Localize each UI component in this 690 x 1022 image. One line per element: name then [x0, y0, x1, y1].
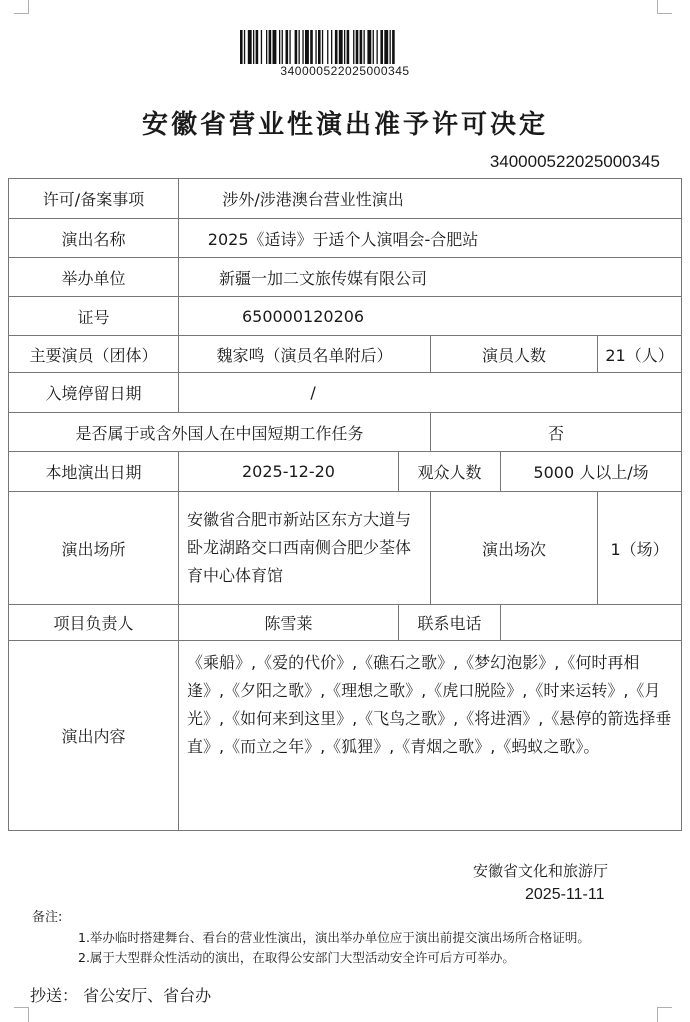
content-value: 《乘船》,《爱的代价》,《礁石之歌》,《梦幻泡影》,《何时再相逢》,《夕阳之歌》,《理想之歌》,《虎口脱险》,《时来运转》,《月光》,《如何来到这里》,《飞鸟之歌》,《将进酒》,《悬停的箭选择垂直》,《而立之年》,《狐狸》,《青烟之歌》,《蚂蚁之歌》。: [179, 641, 682, 831]
table-row: [9, 179, 682, 219]
item-label: 许可/备案事项: [9, 179, 179, 219]
document-number: 340000522025000345: [489, 152, 660, 171]
manager-label: 项目负责人: [9, 605, 179, 641]
table-row: [9, 492, 682, 605]
table-row: [9, 605, 682, 641]
license-value: 650000120206: [179, 297, 682, 336]
table-row: [9, 336, 682, 373]
table-row: [9, 373, 682, 413]
foreign-value: 否: [431, 413, 682, 452]
table-row: [9, 413, 682, 452]
crop-mark-top-left: [14, 0, 29, 14]
venue-label: 演出场所: [9, 492, 179, 605]
license-label: 证号: [9, 297, 179, 336]
table-row: [9, 219, 682, 258]
phone-value: [501, 605, 682, 641]
sessions-value: 1（场）: [598, 492, 682, 605]
crop-mark-bottom-right: [657, 1007, 672, 1022]
performer-count-label: 演员人数: [431, 336, 598, 373]
manager-value: 陈雪莱: [179, 605, 399, 641]
note-2: 2.属于大型群众性活动的演出，在取得公安部门大型活动安全许可后方可举办。: [78, 950, 515, 965]
performer-label: 主要演员（团体）: [9, 336, 179, 373]
audience-value: 5000 人以上/场: [501, 452, 682, 492]
performer-count-value: 21（人）: [598, 336, 682, 373]
notes-label: 备注:: [32, 910, 63, 925]
issuer-name: 安徽省文化和旅游厅: [473, 862, 609, 880]
venue-value: 安徽省合肥市新站区东方大道与卧龙湖路交口西南侧合肥少荃体育中心体育馆: [179, 492, 431, 605]
item-value: 涉外/涉港澳台营业性演出: [179, 179, 682, 219]
table-row: [9, 452, 682, 492]
name-value: 2025《适诗》于适个人演唱会-合肥站: [179, 219, 682, 258]
crop-mark-bottom-left: [14, 1007, 29, 1022]
phone-label: 联系电话: [399, 605, 501, 641]
crop-mark-top-right: [657, 0, 672, 14]
organizer-value: 新疆一加二文旅传媒有限公司: [179, 258, 682, 297]
date-value: 2025-12-20: [179, 452, 399, 492]
table-row: [9, 297, 682, 336]
sessions-label: 演出场次: [431, 492, 598, 605]
organizer-label: 举办单位: [9, 258, 179, 297]
table-row: [9, 258, 682, 297]
barcode-number: 340000522025000345: [280, 64, 410, 78]
performer-value: 魏家鸣（演员名单附后）: [179, 336, 431, 373]
table-row: [9, 641, 682, 831]
name-label: 演出名称: [9, 219, 179, 258]
note-1: 1.举办临时搭建舞台、看台的营业性演出，演出举办单位应于演出前提交演出场所合格证明。: [78, 930, 590, 945]
entry-value: /: [179, 373, 682, 413]
cc-line: 抄送： 省公安厅、省台办: [30, 986, 212, 1005]
issue-date: 2025-11-11: [525, 886, 605, 903]
entry-label: 入境停留日期: [9, 373, 179, 413]
date-label: 本地演出日期: [9, 452, 179, 492]
audience-label: 观众人数: [399, 452, 501, 492]
permit-table: [8, 178, 682, 831]
foreign-label: 是否属于或含外国人在中国短期工作任务: [9, 413, 431, 452]
document-title: 安徽省营业性演出准予许可决定: [141, 110, 548, 140]
content-label: 演出内容: [9, 641, 179, 831]
barcode-image: [240, 30, 450, 64]
